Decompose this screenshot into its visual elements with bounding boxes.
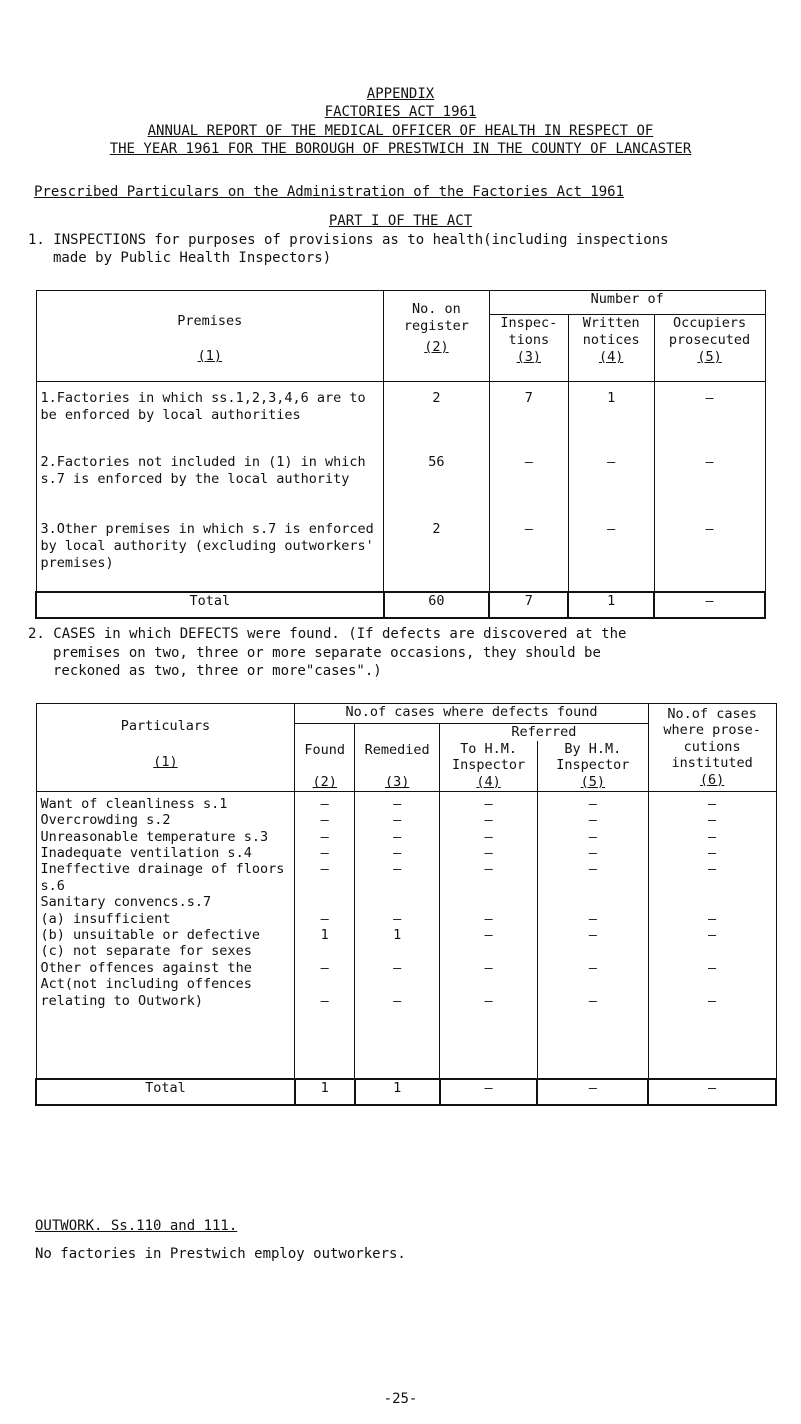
table-row: Ineffective drainage of floors s.6 — [40, 861, 285, 894]
section1-line2: made by Public Health Inspectors) — [53, 250, 332, 266]
table-row: Sanitary convencs.s.7 — [40, 894, 212, 911]
inspections-table: Premises (1) No. on register (2) Number of Inspec- tions (3) Written notices (4) Occupiers prosecuted (5) 1.Factories in which ss.1,2,3,4,6 are to be enforced by local authorities 2.Factories not included in (1) in which s.7 is enforced by the local authority 3.Other premises in which s.7 is enforced by local authority (excluding outworkers' premises) 2 56 2 7 – – 1 – – – – – Total 60 7 1 – — [35, 290, 766, 619]
table-row: 3.Other premises in which s.7 is enforced by local authority (excluding outworkers' premises) — [40, 521, 374, 571]
part-heading: PART I OF THE ACT — [328, 213, 473, 229]
section2-line2: premises on two, three or more separate occasions, they should be — [53, 645, 601, 661]
outwork-heading: OUTWORK. Ss.110 and 111. — [35, 1218, 238, 1234]
referred-header: Referred — [440, 724, 649, 741]
table-row: (c) not separate for sexes — [40, 943, 252, 960]
inspections-header: Inspec- tions (3) — [489, 315, 568, 382]
table-row: Unreasonable temperature s.3 — [40, 828, 269, 845]
section2-line1: 2. CASES in which DEFECTS were found. (If defects are discovered at the — [28, 626, 627, 642]
section2-line3: reckoned as two, three or more"cases".) — [53, 663, 382, 679]
defects-found-header: No.of cases where defects found — [295, 704, 648, 724]
premises-labels — [36, 382, 384, 592]
page-number: -25- — [383, 1391, 418, 1407]
defects-table: Particulars (1) No.of cases where defects found No.of cases where prose- cutions instituted (6) Found (2) Remedied (3) Referred To H.M. Inspector (4) By H.M. Inspector (5) Want of cleanliness s.1 Overcrowding s.2 Unreasonable temperature s.3 Inadequate ventilation s.4 Ineffective drainage of floors s.6 Sanitary convencs.s.7 (a) insufficient (b) unsuitable or defective (c) not separate for sexes Other offences against the Act(not including offences relating to Outwork) – – – – – – 1 – – – – – – – – 1 – – – – – – – – – – – – – – – – – – – – – – – – – – – – – Total 1 1 – – – — [35, 703, 777, 1106]
prosecuted-header: Occupiers prosecuted (5) — [654, 315, 765, 382]
number-of-header: Number of — [489, 291, 765, 315]
to-hm-header: To H.M. Inspector (4) — [440, 741, 538, 792]
section1-line1: 1. INSPECTIONS for purposes of provisions as to health(including inspections — [28, 232, 669, 248]
table-row: Inadequate ventilation s.4 — [40, 845, 252, 862]
report-title-line2: THE YEAR 1961 FOR THE BOROUGH OF PRESTWICH IN THE COUNTY OF LANCASTER — [109, 141, 692, 157]
particulars-labels — [36, 791, 295, 1079]
table-row: (a) insufficient — [40, 910, 171, 927]
remedied-header: Remedied (3) — [355, 724, 440, 792]
notices-header: Written notices (4) — [568, 315, 654, 382]
prosecutions-header: No.of cases where prose- cutions instituted (6) — [648, 704, 776, 792]
outwork-text: No factories in Prestwich employ outworkers. — [35, 1246, 406, 1262]
particulars-header: Particulars (1) — [36, 704, 295, 792]
table-row: (b) unsuitable or defective — [40, 927, 260, 944]
appendix-heading: APPENDIX — [366, 86, 435, 102]
found-header: Found (2) — [295, 724, 355, 792]
act-title: FACTORIES ACT 1961 — [324, 104, 477, 120]
total-row: Total 1 1 – – – — [36, 1079, 776, 1105]
table-row: Other offences against the Act(not including offences relating to Outwork) — [40, 959, 252, 1009]
report-title-line1: ANNUAL REPORT OF THE MEDICAL OFFICER OF HEALTH IN RESPECT OF — [147, 123, 654, 139]
table-row: 1.Factories in which ss.1,2,3,4,6 are to be enforced by local authorities — [40, 390, 366, 423]
table-row: Overcrowding s.2 — [40, 812, 171, 829]
register-header: No. on register (2) — [384, 291, 490, 382]
table-row: Want of cleanliness s.1 — [40, 795, 228, 812]
table-row: 2.Factories not included in (1) in which s.7 is enforced by the local authority — [40, 454, 366, 487]
premises-header: Premises (1) — [36, 291, 384, 382]
prescribed-particulars: Prescribed Particulars on the Administration of the Factories Act 1961 — [34, 184, 625, 200]
by-hm-header: By H.M. Inspector (5) — [537, 741, 648, 792]
total-row: Total 60 7 1 – — [36, 592, 765, 618]
